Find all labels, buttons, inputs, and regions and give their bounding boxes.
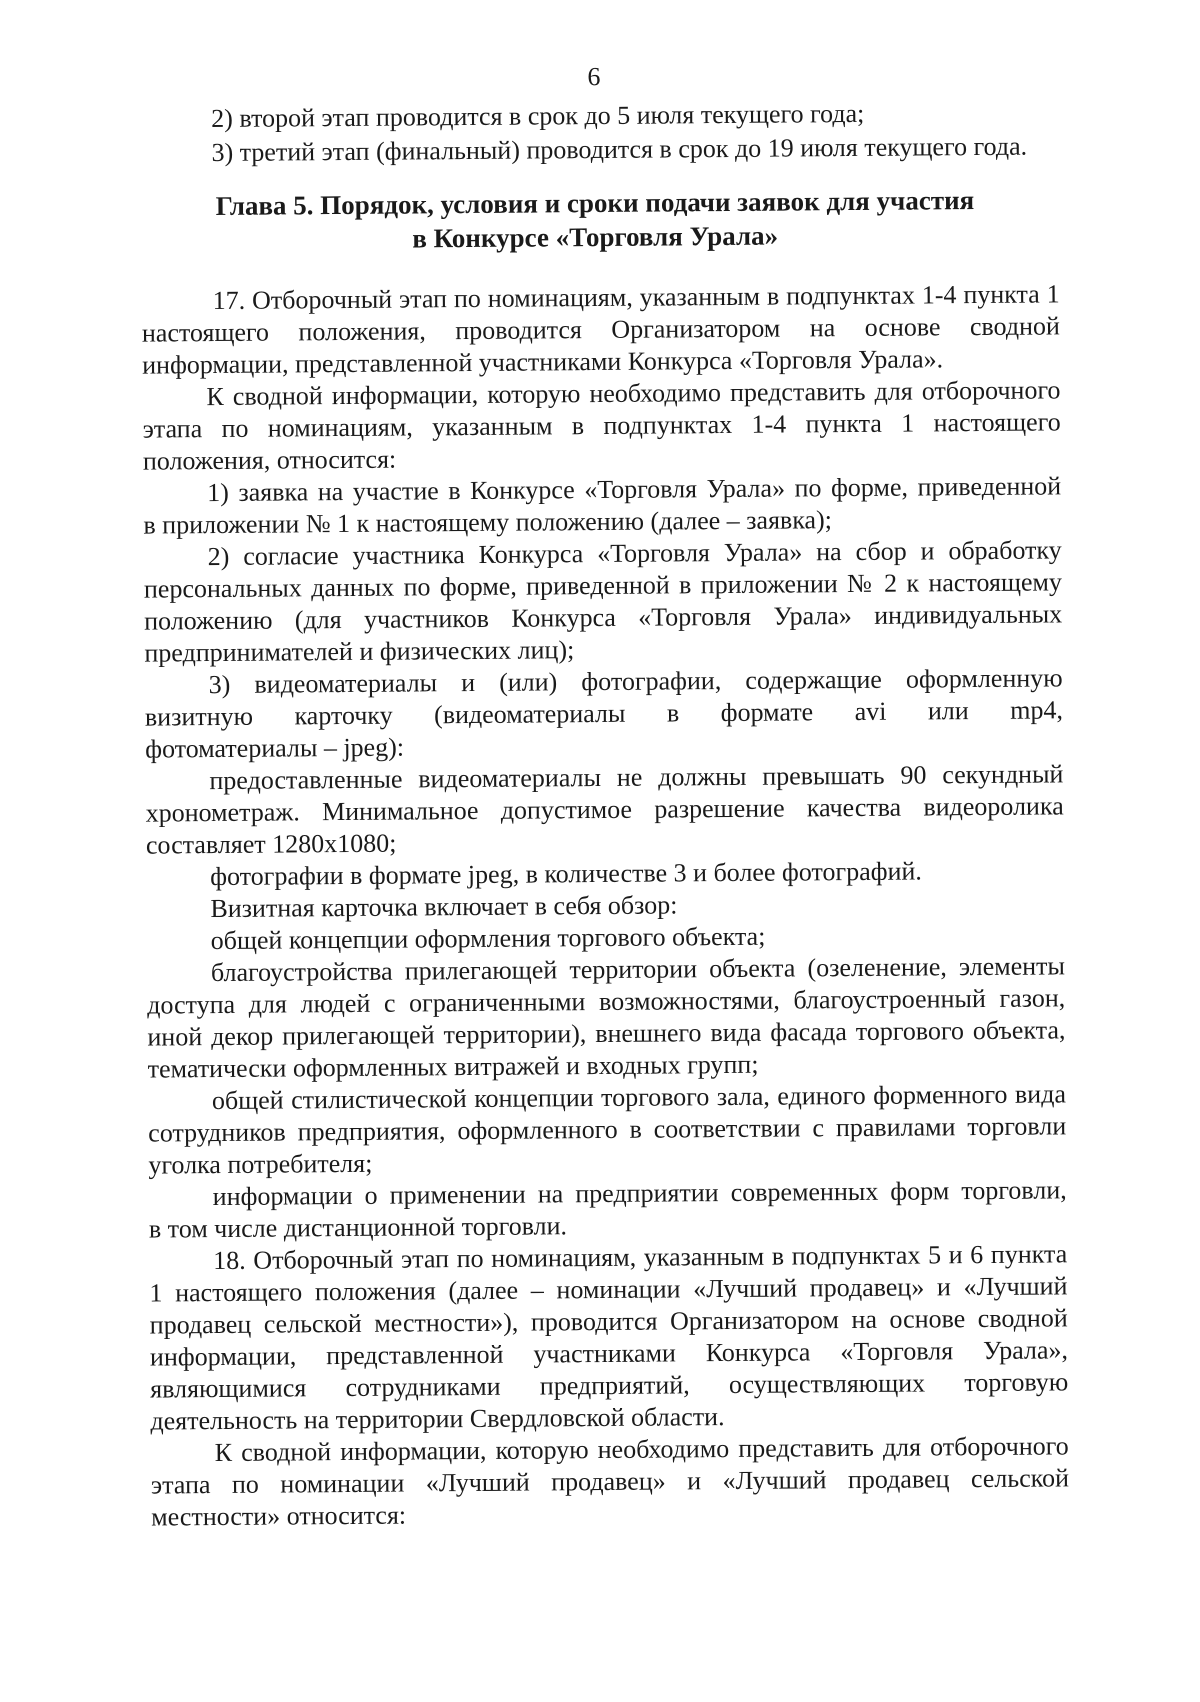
text-line: К сводной информации, которую необходимо представить для отборочного — [206, 375, 1061, 412]
text-line: тематически оформленных витражей и входных групп; — [147, 1049, 759, 1084]
text-line: 18. Отборочный этап по номинациям, указанным в подпунктах 5 и 6 пункта — [213, 1239, 1068, 1276]
text-line: настоящего положения, проводится Организатором на основе сводной — [141, 311, 1061, 348]
text-line: предпринимателей и физических лиц); — [144, 635, 575, 668]
text-line: информации, представленной участниками Конкурса «Торговля Урала». — [142, 344, 944, 380]
text-line: уголка потребителя; — [148, 1148, 373, 1180]
text-line: составляет 1280х1080; — [145, 828, 397, 860]
text-line: 3) видеоматериалы и (или) фотографии, содержащие оформленную — [208, 663, 1063, 700]
text-line: местности» относится: — [151, 1500, 407, 1532]
text-line: положения, относится: — [142, 444, 397, 476]
text-line: в том числе дистанционной торговли. — [148, 1211, 568, 1244]
text-line: иной декор прилегающей территории), внешнего вида фасада торгового объекта, — [147, 1015, 1066, 1052]
text-line: Визитная карточка включает в себя обзор: — [210, 890, 678, 924]
text-line: предоставленные видеоматериалы не должны превышать 90 секундный — [209, 759, 1064, 796]
text-line: персональных данных по форме, приведенной в приложении № 2 к настоящему — [143, 567, 1063, 604]
text-line: 1) заявка на участие в Конкурсе «Торговля Урала» по форме, приведенной — [207, 471, 1062, 508]
text-line: деятельность на территории Свердловской области. — [150, 1402, 725, 1436]
text-line: благоустройства прилегающей территории объекта (озеленение, элементы — [210, 951, 1066, 988]
text-line: фотографии в формате jpeg, в количестве 3 и более фотографий. — [210, 856, 922, 892]
text-line: сотрудников предприятия, оформленного в соответствии с правилами торговли — [148, 1111, 1067, 1148]
chapter-heading-line-2: в Конкурсе «Торговля Урала» — [412, 220, 779, 254]
text-line: в приложении № 1 к настоящему положению (далее – заявка); — [143, 505, 833, 540]
text-line: являющимися сотрудниками предприятий, осуществляющих торговую — [150, 1367, 1069, 1404]
text-line: визитную карточку (видеоматериалы в формате avi или mp4, — [144, 695, 1064, 732]
text-line: 1 настоящего положения (далее – номинации «Лучший продавец» и «Лучший — [149, 1271, 1068, 1308]
text-line: хронометраж. Минимальное допустимое разрешение качества видеоролика — [145, 791, 1064, 828]
text-line: К сводной информации, которую необходимо представить для отборочного — [214, 1431, 1069, 1468]
page-number: 6 — [587, 61, 601, 92]
text-line: 17. Отборочный этап по номинациям, указанным в подпунктах 1-4 пункта 1 — [212, 279, 1060, 316]
text-line: положению (для участников Конкурса «Торговля Урала» индивидуальных — [144, 599, 1063, 636]
text-line: информации о применении на предприятии современных форм торговли, — [212, 1175, 1067, 1212]
text-line: 2) согласие участника Конкурса «Торговля Урала» на сбор и обработку — [207, 535, 1062, 572]
text-line: продавец сельской местности»), проводится Организатором на основе сводной — [149, 1303, 1068, 1340]
text-line: доступа для людей с ограниченными возможностями, благоустроенный газон, — [147, 983, 1066, 1020]
text-line: 2) второй этап проводится в срок до 5 июля текущего года; — [211, 98, 865, 134]
text-line: 3) третий этап (финальный) проводится в срок до 19 июля текущего года. — [211, 131, 1028, 168]
text-line: фотоматериалы – jpeg): — [145, 732, 405, 764]
text-line: этапа по номинации «Лучший продавец» и «Лучший продавец сельской — [150, 1463, 1070, 1500]
text-line: общей стилистической концепции торгового зала, единого форменного вида — [211, 1079, 1067, 1116]
text-line: общей концепции оформления торгового объекта; — [210, 921, 766, 956]
text-line: этапа по номинациям, указанным в подпунктах 1-4 пункта 1 настоящего — [142, 407, 1061, 444]
chapter-heading-line-1: Глава 5. Порядок, условия и сроки подачи заявок для участия — [215, 185, 975, 221]
text-line: информации, представленной участниками Конкурса «Торговля Урала», — [149, 1335, 1069, 1372]
